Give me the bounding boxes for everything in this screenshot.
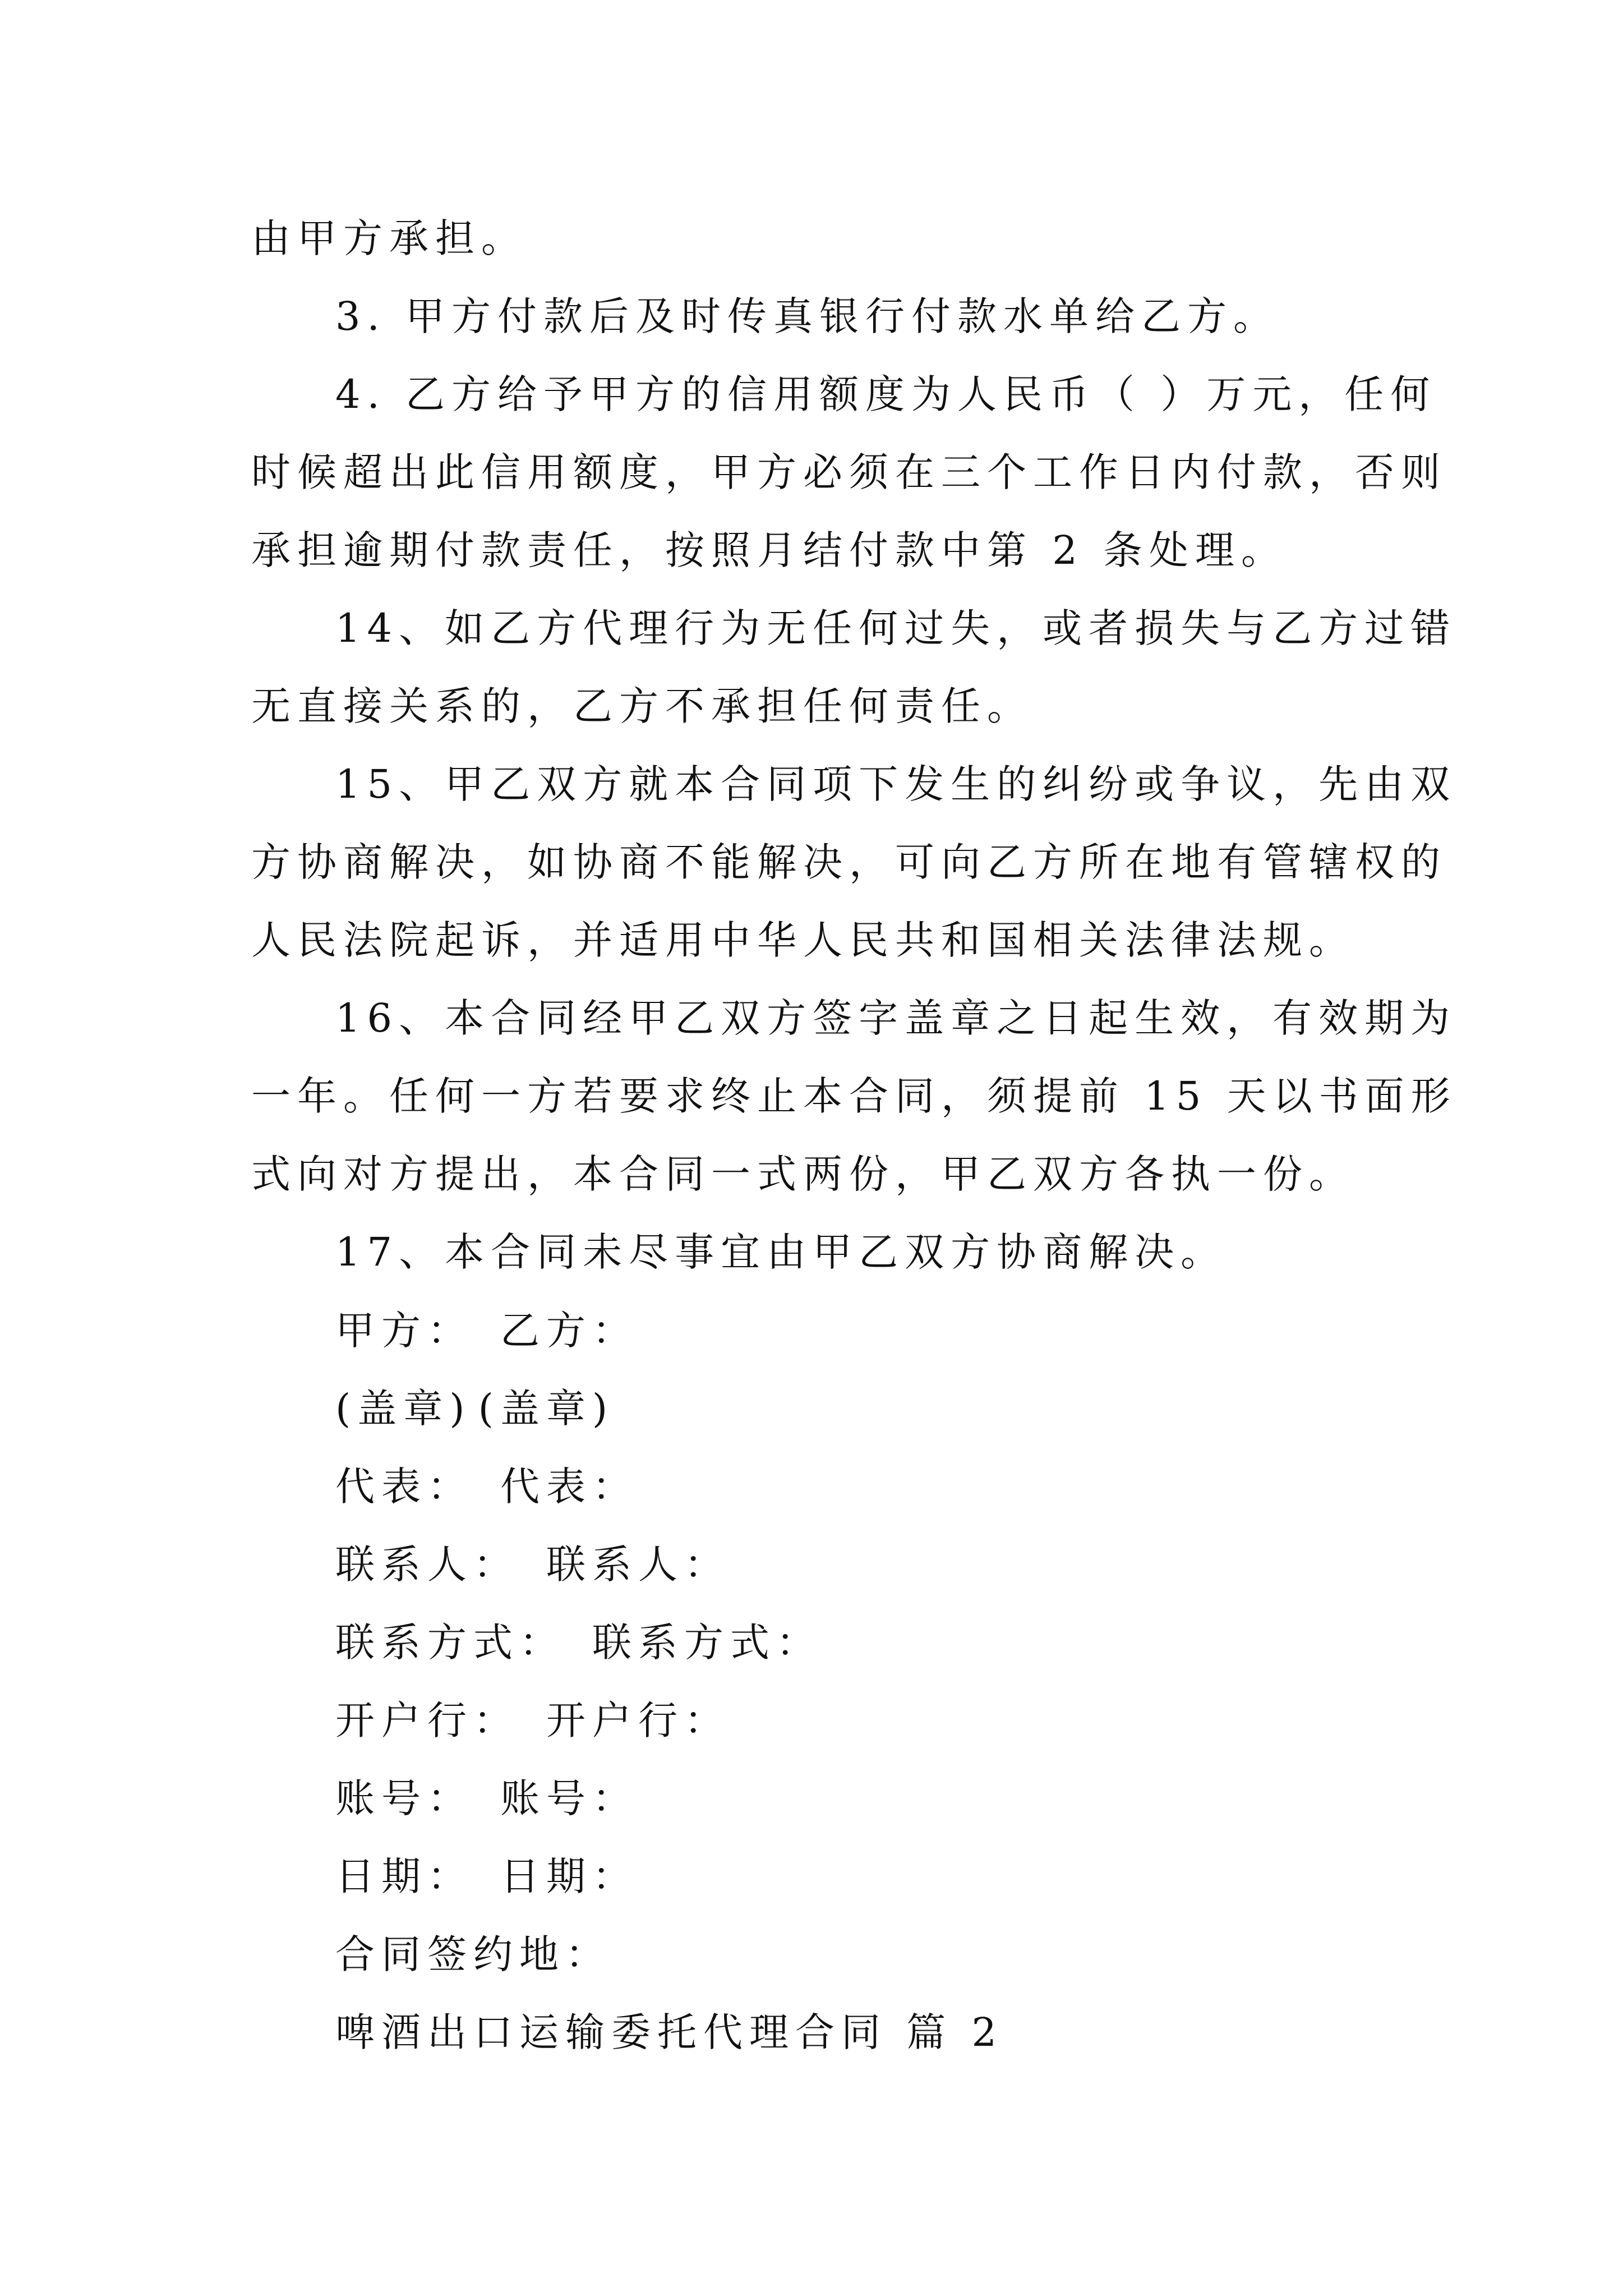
signature-contact-row [335,1526,1003,1604]
signing-place: 合同签约地： [335,1931,611,1977]
signature-bank-row [335,1682,1003,1760]
party-b-date: 日期： [500,1853,638,1899]
signature-block [335,1292,1003,2072]
clause-14 [251,590,1457,746]
clause-15-line-2: 方协商解决，如协商不能解决，可向乙方所在地有管辖权的 [251,839,1447,885]
party-b-seal: (盖章) [478,1386,615,1432]
party-b-contact-method: 联系方式： [592,1619,822,1665]
clause-17: 17、本合同未尽事宜由甲乙双方协商解决。 [335,1229,1227,1275]
clause-14-line-1: 14、如乙方代理行为无任何过失，或者损失与乙方过错 [335,605,1457,651]
signature-contact-method-row [335,1604,1003,1682]
clause-16 [251,979,1457,1213]
clause-16-line-3: 式向对方提出，本合同一式两份，甲乙双方各执一份。 [251,1151,1355,1197]
party-b-rep: 代表： [500,1464,638,1510]
party-a-contact-method: 联系方式： [335,1619,565,1665]
party-a-date: 日期： [335,1853,473,1899]
clause-16-line-2: 一年。任何一方若要求终止本合同，须提前 15 天以书面形 [251,1073,1457,1119]
clause-15 [251,746,1457,979]
clause-14-line-2: 无直接关系的，乙方不承担任何责任。 [251,683,1033,729]
party-b-label: 乙方： [500,1308,638,1354]
clause-4-line-1: 4. 乙方给予甲方的信用额度为人民币（ ）万元，任何 [335,371,1437,417]
party-a-label: 甲方： [335,1308,473,1354]
signature-account-row [335,1760,1003,1838]
party-a-bank: 开户行： [335,1697,519,1743]
continuation-line: 由甲方承担。 [251,215,527,261]
signature-date-row [335,1838,1003,1916]
party-b-bank: 开户行： [546,1697,730,1743]
party-a-rep: 代表： [335,1464,473,1510]
party-a-account: 账号： [335,1775,473,1821]
signature-seal-row [335,1370,1003,1448]
party-b-contact: 联系人： [546,1542,730,1588]
clause-15-line-3: 人民法院起诉，并适用中华人民共和国相关法律法规。 [251,917,1355,963]
document-body [251,200,1457,1291]
next-section-title: 啤酒出口运输委托代理合同 篇 2 [335,2009,1004,2055]
clause-16-line-1: 16、本合同经甲乙双方签字盖章之日起生效，有效期为 [335,995,1457,1041]
clause-3: 3. 甲方付款后及时传真银行付款水单给乙方。 [335,293,1280,339]
signature-party-row [335,1292,1003,1370]
party-a-seal: (盖章) [335,1386,472,1432]
clause-4-line-2: 时候超出此信用额度，甲方必须在三个工作日内付款，否则 [251,449,1447,495]
party-b-account: 账号： [500,1775,638,1821]
clause-15-line-1: 15、甲乙双方就本合同项下发生的纠纷或争议，先由双 [335,761,1457,807]
clause-4 [251,356,1447,590]
clause-4-line-3: 承担逾期付款责任，按照月结付款中第 2 条处理。 [251,527,1288,573]
signature-rep-row [335,1448,1003,1526]
party-a-contact: 联系人： [335,1542,519,1588]
